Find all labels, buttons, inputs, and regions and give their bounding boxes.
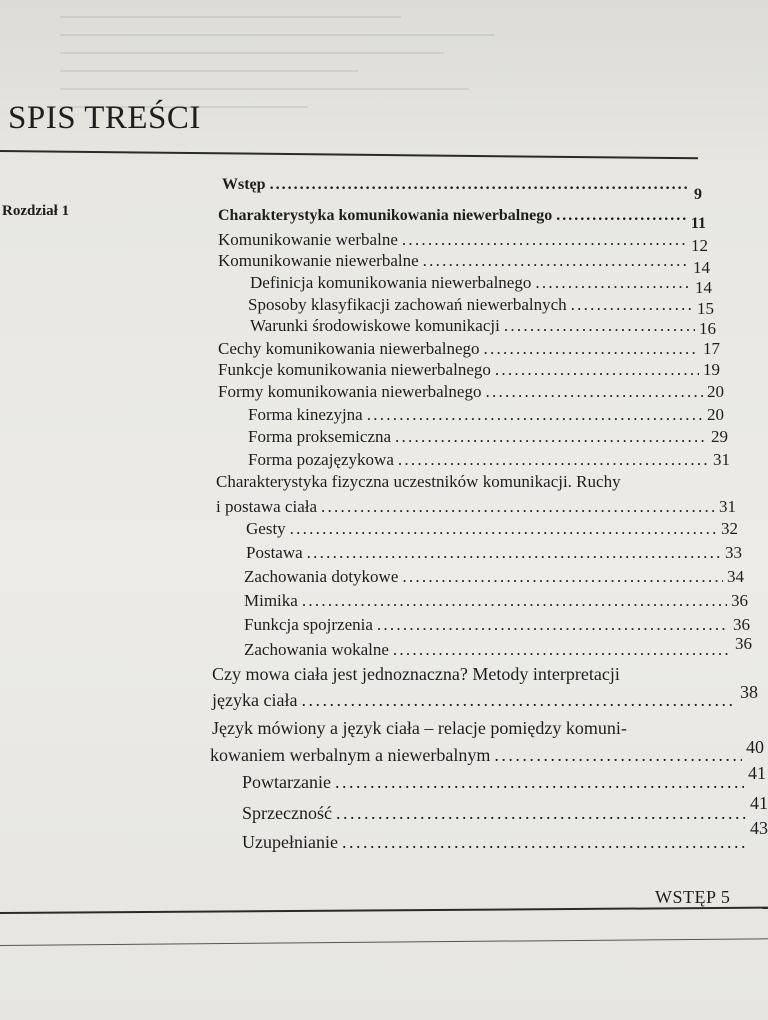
toc-entry-line: Czy mowa ciała jest jednoznaczna? Metody interpretacji — [212, 664, 620, 684]
toc-entry: i postawa ciała . . . 31 — [216, 497, 736, 517]
toc-entry: Warunki środowiskowe komunikacji . . . 16 — [250, 316, 716, 336]
toc-entry: kowaniem werbalnym a niewerbalnym . . . 40 — [210, 745, 764, 766]
toc-entry: Charakterystyka komunikowania niewerbalnego . . . 11 — [218, 207, 706, 225]
toc-entry: Funkcje komunikowania niewerbalnego . . . 19 — [218, 360, 720, 380]
title-rule — [0, 150, 698, 159]
toc-entry: Mimika . . . 36 — [244, 591, 748, 611]
toc-entry: Komunikowanie werbalne . . . 12 — [218, 230, 708, 250]
toc-entry: Forma kinezyjna . . . 20 — [248, 405, 724, 425]
page-title: SPIS TREŚCI — [8, 100, 201, 136]
toc-entry: Forma proksemiczna . . . 29 — [248, 427, 728, 447]
toc-entry: Funkcja spojrzenia . . . 36 — [244, 615, 750, 635]
footer-rule — [0, 907, 768, 914]
toc-entry: Definicja komunikowania niewerbalnego . . . 14 — [250, 273, 712, 293]
toc-entry: Komunikowanie niewerbalne . . . 14 — [218, 251, 710, 271]
toc-entry: Powtarzanie . . . 41 — [242, 772, 766, 793]
toc-entry-line: Język mówiony a język ciała – relacje pomiędzy komuni- — [212, 718, 627, 738]
toc-entry: języka ciała . . . 38 — [212, 690, 758, 711]
toc-entry: Sposoby klasyfikacji zachowań niewerbalnych . . . 15 — [248, 295, 714, 315]
toc-entry: Gesty . . . 32 — [246, 519, 738, 539]
footer-rule-lower — [0, 938, 768, 946]
toc-entry: Wstęp . . . 9 — [222, 176, 702, 194]
toc-entry: Cechy komunikowania niewerbalnego . . . 17 — [218, 339, 720, 359]
toc-entry: Zachowania wokalne . . . 36 — [244, 640, 752, 660]
toc-entry: Uzupełnianie . . . 43 — [242, 832, 768, 853]
toc-entry: Forma pozajęzykowa . . . 31 — [248, 450, 730, 470]
toc-entry: Formy komunikowania niewerbalnego . . . 20 — [218, 382, 724, 402]
chapter-label: Rozdział 1 — [2, 203, 70, 219]
toc-entry-line: Charakterystyka fizyczna uczestników komunikacji. Ruchy — [216, 472, 621, 491]
toc-entry: Zachowania dotykowe . . . 34 — [244, 567, 744, 587]
running-footer: WSTĘP 5 — [655, 887, 731, 907]
toc-entry: Sprzeczność . . . 41 — [242, 803, 768, 824]
toc-entry: Postawa . . . 33 — [246, 543, 742, 563]
